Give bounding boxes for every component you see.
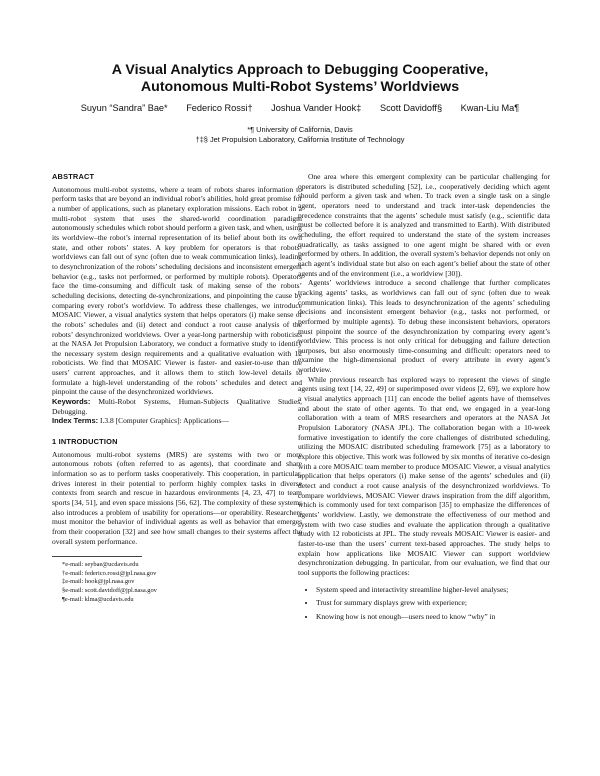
index-terms xyxy=(52,416,302,426)
author-1: Suyun “Sandra” Bae* xyxy=(80,103,168,113)
footnote-3: ‡e-mail: hook@jpl.nasa.gov xyxy=(62,578,135,586)
footnote-4: §e-mail: scott.davidoff@jpl.nasa.gov xyxy=(62,587,157,595)
author-list xyxy=(0,103,600,113)
author-3: Joshua Vander Hook‡ xyxy=(271,103,362,113)
intro-heading: 1 INTRODUCTION xyxy=(52,437,118,447)
index-terms-text: I.3.8 [Computer Graphics]: Applications— xyxy=(100,416,229,426)
footnote-rule xyxy=(52,556,142,557)
footnote-2: †e-mail: federico.rossi@jpl.nasa.gov xyxy=(62,569,157,577)
abstract-heading: ABSTRACT xyxy=(52,172,95,181)
keywords-text: Multi-Robot Systems, Human-Subjects Qualitative Studies, Debugging. xyxy=(52,397,302,416)
keywords-label: Keywords: xyxy=(52,397,91,407)
paragraph-approach: While previous research has explored ways to represent the views of single agents using text [14, 22, 49] or superimposed over videos [2, 69], we explore how a visual analytics approach [11] can encode the belief agents have of themselves and about the state of other agents. To that end, we engaged in a year-long collaboration with a team of MRS researchers and operators at the NASA Jet Propulsion Laboratory (NASA JPL). The collaboration began with a 10-week formative investigation to identify the core challenges of distributed scheduling, utilizing the MOSAIC distributed scheduling framework [75] as a laboratory to explore this objective. This work was followed by six months of iterative co-design with a core MOSAIC team member to produce MOSAIC Viewer, a visual analytics application that helps operators (i) make sense of the agents’ schedules and (ii) detect and conduct a root cause analysis of the desynchronized worldviews. To compare worldviews, MOSAIC Viewer draws inspiration from the diff algorithm, which is commonly used for text comparison [35] to emphasize the differences of agents’ worldview. Lastly, we demonstrate the effectiveness of our method and system with two case studies and evaluate the application through a qualitative study with 12 roboticists at JPL. The study reveals MOSAIC Viewer is easier- and faster-to-use than the users’ current text-based approaches. The study helps to explain how applications like MOSAIC Viewer can support worldview desynchronization debugging. In particular, from our evaluation, we find that our tool supports the following practices: xyxy=(298,374,550,577)
practices-list xyxy=(298,585,550,622)
author-4: Scott Davidoff§ xyxy=(379,103,443,113)
footnote-5: ¶e-mail: klma@ucdavis.edu xyxy=(62,595,134,603)
paragraph-scheduling: One area where this emergent complexity can be particular challenging for operators is distributed scheduling [52], i.e., cooperatively deciding which agent should perform a given task and when. To track even a single task on a single agent, operators need to understand and track inter-task dependencies the precedence constraints that the agents’ schedule must satisfy (e.g., scientific data must be collected before it is analyzed and transmitted to Earth). With distributed scheduling, the effort required to understand the state of the system increases quadratically, as tasks assigned to one agent might be shared with or even performed by others. In addition, the overall system’s behavior depends not only on each agent’s individual state but also on each agent’s belief about the state of other agents and of the environment (i.e., a worldview [30]). xyxy=(298,172,550,278)
author-2: Federico Rossi† xyxy=(186,103,253,113)
left-column xyxy=(52,172,302,604)
affiliations xyxy=(0,125,600,145)
intro-text: Autonomous multi-robot systems (MRS) are systems with two or more autonomous robots (often referred to as agents), that coordinate and share information so as to perform tasks cooperatively. This cooperation, in particular, drives interest in their potential to perform highly complex tasks in diverse contexts from search and rescue in hazardous environments [4, 23, 47] to team sports [34, 51], and even space missions [56, 62]. The complexity of these systems also introduces a problem of usability for operations—or operability. Researchers must monitor the behavior of individual agents as well as behavior that emerges from their cooperation [32] and see how small changes to their systems affect the overall system performance. xyxy=(52,449,302,546)
practice-item: • Trust for summary displays grew with experience; xyxy=(316,598,550,608)
index-terms-label: Index Terms: xyxy=(52,416,99,426)
title-line-1: A Visual Analytics Approach to Debugging Cooperative, xyxy=(111,62,489,78)
author-5: Kwan-Liu Ma¶ xyxy=(460,103,520,113)
right-column xyxy=(298,172,550,626)
footnote-1: *e-mail: seybae@ucdavis.edu xyxy=(62,561,139,569)
title-line-2: Autonomous Multi-Robot Systems’ Worldviews xyxy=(140,79,460,95)
paragraph-worldviews: Agents’ worldviews introduce a second challenge that further complicates tracking agents’ tasks, as worldviews can fall out of sync (often due to weak communication links). This leads to desynchronization of the agents’ scheduling decisions and inconsistent emergent behavior (e.g., tasks not performed, or performed by multiple agents). To debug these inconsistent behaviors, operators must pinpoint the source of the desynchronization by comparing every agent’s worldview. This process is not only critical for debugging and failure detection purposes, but also enormously time-consuming and difficult: operators need to examine the high-dimensional product of every attribute in every agent’s worldview. xyxy=(298,278,550,375)
practice-item: • System speed and interactivity streamline higher-level analyses; xyxy=(316,585,550,595)
practice-item: • Knowing how is not enough—users need to know “why” in xyxy=(316,612,550,622)
affiliation-1: *¶ University of California, Davis xyxy=(247,125,353,134)
keywords xyxy=(52,397,302,416)
paper-title xyxy=(0,62,600,96)
affiliation-2: †‡§ Jet Propulsion Laboratory, California Institute of Technology xyxy=(195,135,405,144)
abstract-text: Autonomous multi-robot systems, where a team of robots shares information to perform tasks that are beyond an individual robot’s abilities, hold great promise for a number of applications, such as planetary exploration missions. Each robot in a multi-robot system that uses the shared-world coordination paradigm autonomously schedules which robot should perform a given task, and when, using its worldview–the robot’s internal representation of its belief about both its own state, and other robots’ states. A key problem for operators is that robots’ worldviews can fall out of sync (often due to weak communication links), leading to desynchronization of the robots’ scheduling decisions and inconsistent emergent behavior (e.g., tasks not performed, or performed by multiple robots). Operators face the time-consuming and difficult task of making sense of the robots’ scheduling decisions, detecting de-synchronizations, and pinpointing the cause by comparing every robot’s worldview. To address these challenges, we introduce MOSAIC Viewer, a visual analytics system that helps operators (i) make sense of the robots’ schedules and (ii) detect and conduct a root cause analysis of the robots’ desynchronized worldviews. Over a year-long partnership with roboticists at the NASA Jet Propulsion Laboratory, we conduct a formative study to identify the necessary system design requirements and a qualitative evaluation with 12 roboticists. We find that MOSAIC Viewer is faster- and easier-to-use than the users’ current approaches, and it allows them to stitch low-level details to formulate a high-level understanding of the robots’ schedules and detect and pinpoint the cause of the desynchronized worldviews. xyxy=(52,184,302,397)
